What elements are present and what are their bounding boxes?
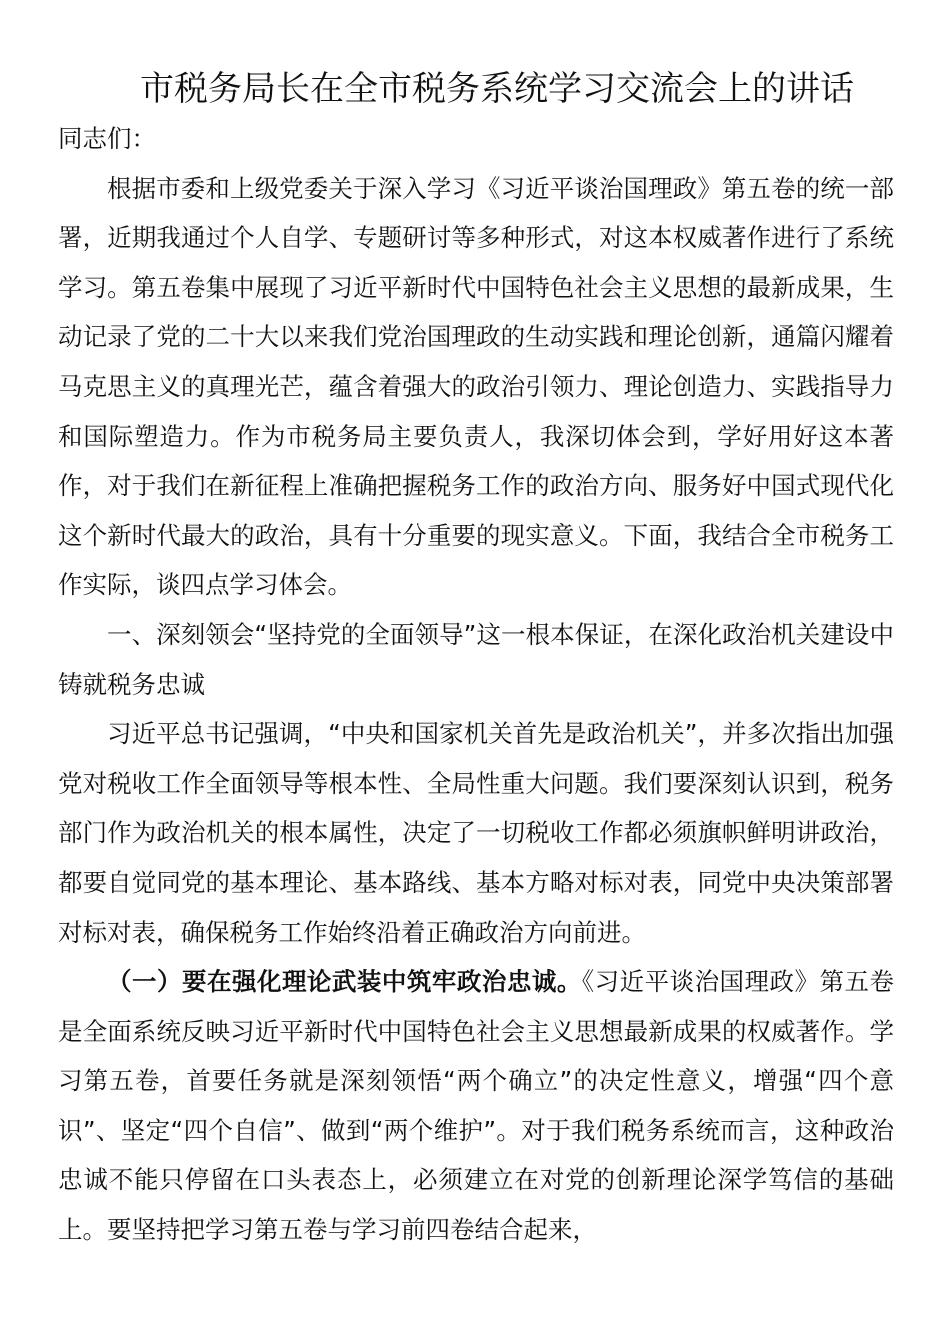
document-body xyxy=(58,114,894,1255)
subsection-paragraph xyxy=(58,957,894,1255)
document-title: 市税务局长在全市税务系统学习交流会上的讲话 xyxy=(140,69,854,109)
subsection-heading: （一）要在强化理论武装中筑牢政治忠诚。 xyxy=(107,967,582,997)
subsection-text: 《习近平谈治国理政》第五卷是全面系统反映习近平新时代中国特色社会主义思想最新成果的权威著作。学习第五卷，首要任务就是深刻领悟“两个确立”的决定性意义，增强“四个意识”、坚定“四个自信”、做到“两个维护”。对于我们税务系统而言，这种政治忠诚不能只停留在口头表态上，必须建立在对党的创新理论深学笃信的基础上。要坚持把学习第五卷与学习前四卷结合起来， xyxy=(58,967,895,1245)
salutation: 同志们： xyxy=(58,124,156,153)
section-paragraph: 习近平总书记强调，“中央和国家机关首先是政治机关”，并多次指出加强党对税收工作全面领导等根本性、全局性重大问题。我们要深刻认识到，税务部门作为政治机关的根本属性，决定了一切税收工作都必须旗帜鲜明讲政治，都要自觉同党的基本理论、基本路线、基本方略对标对表，同党中央决策部署对标对表，确保税务工作始终沿着正确政治方向前进。 xyxy=(58,719,894,947)
intro-paragraph: 根据市委和上级党委关于深入学习《习近平谈治国理政》第五卷的统一部署，近期我通过个人自学、专题研讨等多种形式，对这本权威著作进行了系统学习。第五卷集中展现了习近平新时代中国特色社会主义思想的最新成果，生动记录了党的二十大以来我们党治国理政的生动实践和理论创新，通篇闪耀着马克思主义的真理光芒，蕴含着强大的政治引领力、理论创造力、实践指导力和国际塑造力。作为市税务局主要负责人，我深切体会到，学好用好这本著作，对于我们在新征程上准确把握税务工作的政治方向、服务好中国式现代化这个新时代最大的政治，具有十分重要的现实意义。下面，我结合全市税务工作实际，谈四点学习体会。 xyxy=(58,173,894,600)
section-heading: 一、深刻领会“坚持党的全面领导”这一根本保证，在深化政治机关建设中铸就税务忠诚 xyxy=(58,619,894,699)
